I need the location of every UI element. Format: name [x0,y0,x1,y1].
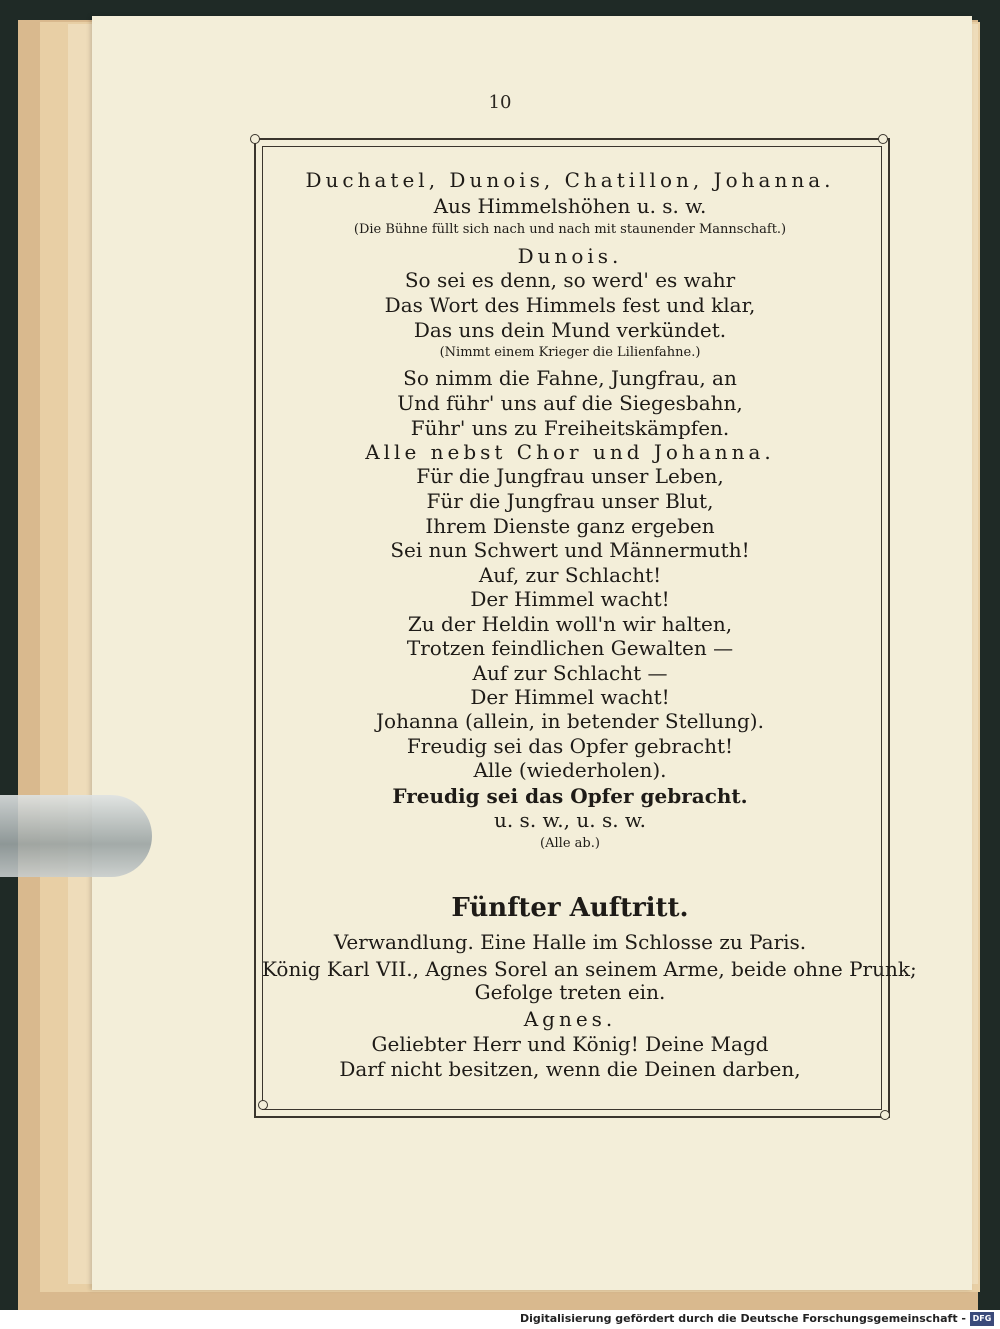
stage-direction: Verwandlung. Eine Halle im Schlosse zu Paris. [333,930,807,954]
page-clip [0,795,152,877]
speaker-name: Agnes. [523,1007,617,1031]
page-number: 10 [488,92,512,113]
text-line: Ihrem Dienste ganz ergeben [425,514,715,538]
stage-direction: König Karl VII., Agnes Sorel an seinem Arme, beide ohne Prunk; [262,957,917,981]
text-line: Führ' uns zu Freiheitskämpfen. [410,416,730,440]
speaker-name: Johanna (allein, in betender Stellung). [376,709,764,733]
stage-direction: Gefolge treten ein. [474,980,666,1004]
text-line: Geliebter Herr und König! Deine Magd [371,1032,769,1056]
text-line: Freudig sei das Opfer gebracht. [392,784,748,808]
text-line: Für die Jungfrau unser Leben, [416,464,724,488]
speaker-name: Alle nebst Chor und Johanna. [365,440,775,464]
text-line: u. s. w., u. s. w. [493,808,647,832]
scene-heading: Fünfter Auftritt. [451,893,689,923]
text-line: Sei nun Schwert und Männermuth! [390,538,750,562]
text-line: Der Himmel wacht! [470,685,670,709]
text-line: So nimm die Fahne, Jungfrau, an [403,366,737,390]
text-line: Das Wort des Himmels fest und klar, [384,293,756,317]
frame-corner [258,1100,268,1110]
dfg-logo-icon: DFG [970,1312,994,1326]
text-line: Für die Jungfrau unser Blut, [426,489,714,513]
text-line: Zu der Heldin woll'n wir halten, [407,612,733,636]
text-line: Auf, zur Schlacht! [478,563,662,587]
frame-corner [250,134,260,144]
footer-credit: Digitalisierung gefördert durch die Deutsche Forschungsgemeinschaft - [519,1312,966,1325]
text-line: Freudig sei das Opfer gebracht! [406,734,734,758]
text-line: Der Himmel wacht! [470,587,670,611]
frame-corner [880,1110,890,1120]
text-line: Und führ' uns auf die Siegesbahn, [397,391,743,415]
speaker-name: Alle (wiederholen). [473,758,667,782]
text-line: Aus Himmelshöhen u. s. w. [433,194,707,218]
stage-direction: (Nimmt einem Krieger die Lilienfahne.) [439,345,701,360]
stage-direction: (Alle ab.) [540,836,600,851]
text-line: So sei es denn, so werd' es wahr [404,268,736,292]
text-line: Trotzen feindlichen Gewalten — [406,636,734,660]
stage-direction: (Die Bühne füllt sich nach und nach mit staunender Mannschaft.) [353,222,787,237]
frame-corner [878,134,888,144]
text-line: Auf zur Schlacht — [472,661,668,685]
speaker-name: Dunois. [517,244,623,268]
text-line: Das uns dein Mund verkündet. [413,318,727,342]
text-line: Darf nicht besitzen, wenn die Deinen darben, [339,1057,801,1081]
text-line: Duchatel, Dunois, Chatillon, Johanna. [305,168,835,192]
